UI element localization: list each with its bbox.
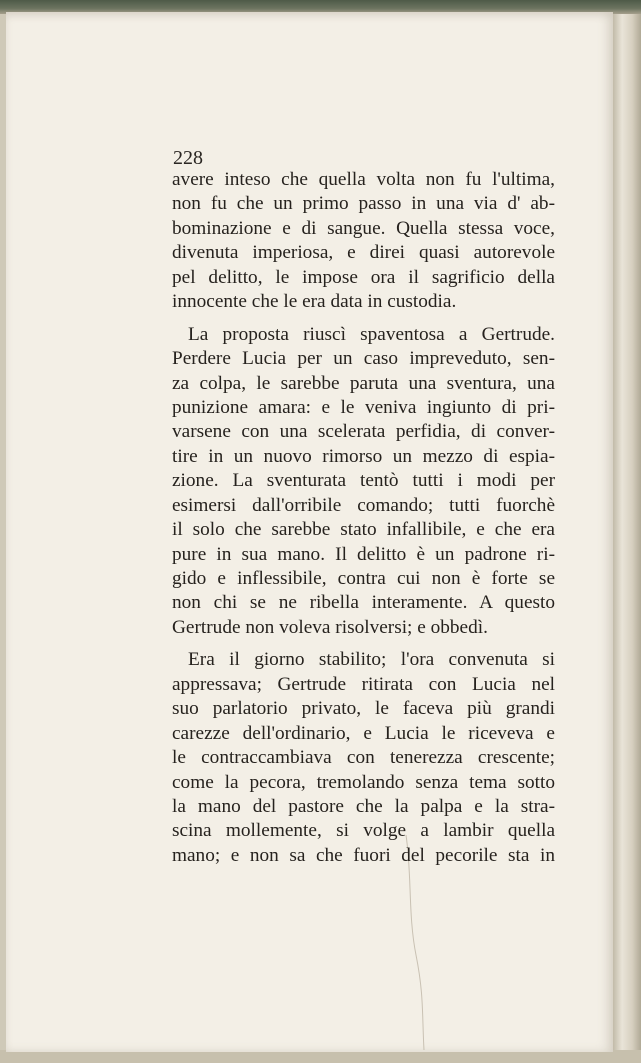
text-line: innocente che le era data in custodia.	[172, 291, 457, 313]
text-line: varsene con una scelerata perfidia, di conver-	[172, 421, 555, 443]
text-line: carezze dell'ordinario, e Lucia le riceveva e	[172, 722, 555, 744]
text-line: Perdere Lucia per un caso impreveduto, sen-	[172, 348, 555, 370]
text-line: divenuta imperiosa, e direi quasi autorevole	[172, 242, 555, 264]
text-line: suo parlatorio privato, le faceva più grandi	[172, 698, 555, 720]
text-line: za colpa, le sarebbe paruta una sventura, una	[172, 372, 555, 394]
text-line: mano; e non sa che fuori del pecorile sta in	[172, 844, 555, 866]
text-line: Gertrude non voleva risolversi; e obbedì.	[172, 616, 488, 638]
text-line: pure in sua mano. Il delitto è un padrone ri-	[172, 543, 555, 565]
text-line: gido e inflessibile, contra cui non è forte se	[172, 568, 555, 589]
text-line: appressava; Gertrude ritirata con Lucia nel	[172, 673, 555, 695]
text-line: zione. La sventurata tentò tutti i modi per	[172, 470, 555, 492]
text-line: esimersi dall'orribile comando; tutti fuorchè	[172, 494, 555, 516]
text-line: non fu che un primo passo in una via d' ab-	[172, 193, 555, 215]
text-line: la mano del pastore che la palpa e la stra-	[172, 795, 555, 817]
body-text	[172, 168, 555, 868]
text-line: La proposta riuscì spaventosa a Gertrude.	[188, 323, 555, 345]
text-line: bominazione e di sangue. Quella stessa voce,	[172, 217, 555, 239]
text-line: scina mollemente, si volge a lambir quella	[172, 820, 555, 842]
text-line: tire in un nuovo rimorso un mezzo di espia-	[172, 445, 555, 467]
page-number: 228	[173, 147, 203, 169]
next-page-edge	[612, 14, 641, 1063]
text-line: punizione amara: e le veniva ingiunto di pri-	[172, 396, 555, 418]
text-line: le contraccambiava con tenerezza crescente;	[172, 747, 555, 769]
text-line: avere inteso che quella volta non fu l'ultima,	[172, 169, 555, 190]
text-line: Era il giorno stabilito; l'ora convenuta si	[188, 649, 555, 671]
text-line: pel delitto, le impose ora il sagrificio della	[172, 266, 555, 288]
text-line: come la pecora, tremolando senza tema sotto	[172, 771, 555, 793]
text-line: non chi se ne ribella interamente. A questo	[172, 592, 555, 614]
text-line: il solo che sarebbe stato infallibile, e che era	[172, 519, 555, 541]
